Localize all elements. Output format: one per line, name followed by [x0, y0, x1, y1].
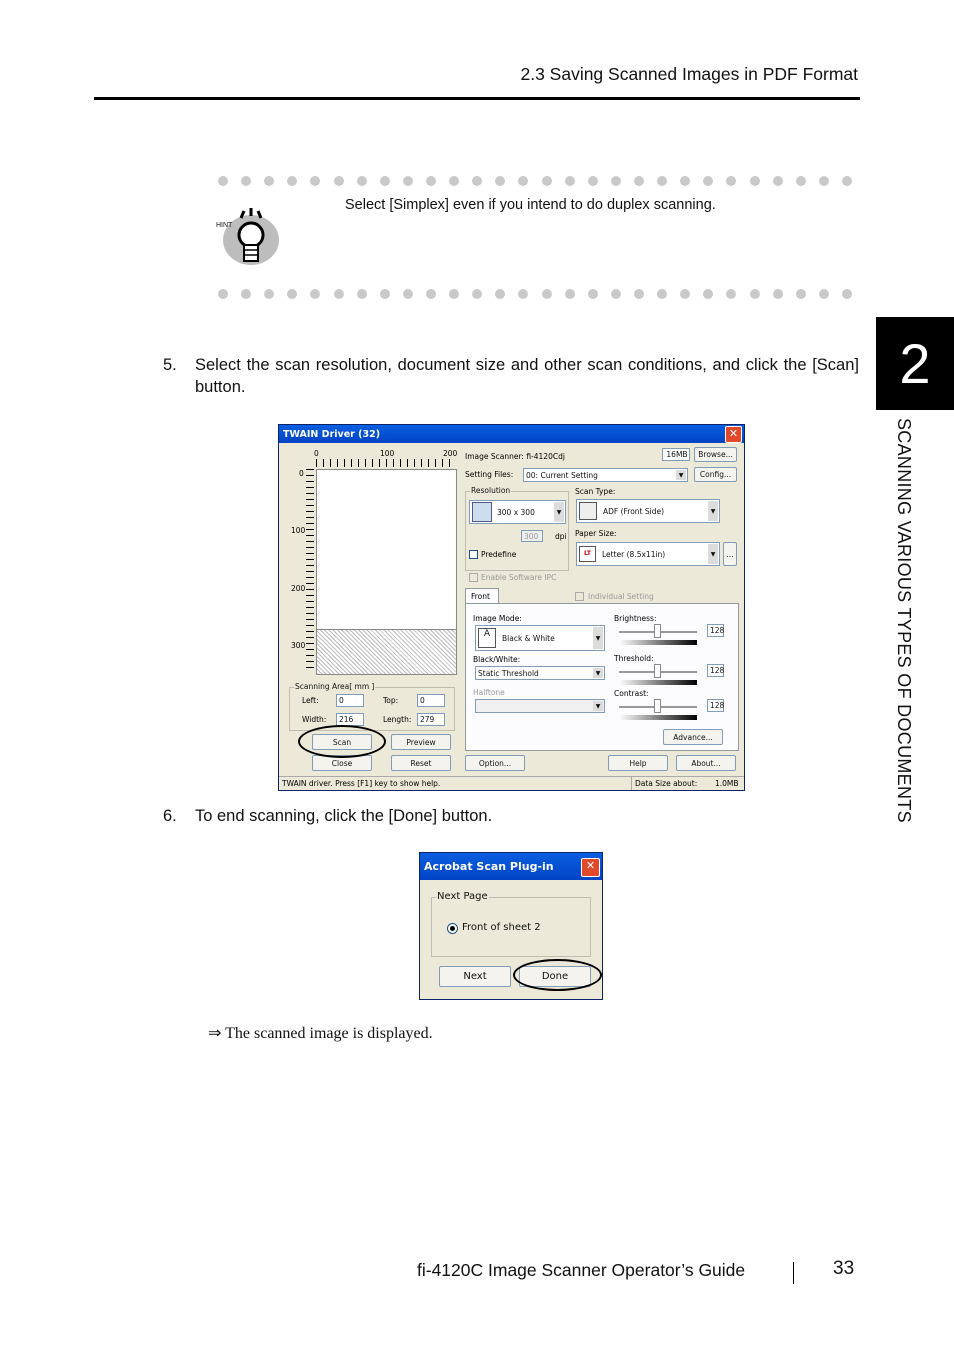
result-text: ⇒ The scanned image is displayed. [208, 1025, 433, 1042]
threshold-label: Threshold: [614, 654, 654, 663]
ruler-label: 100 [380, 449, 395, 458]
scanner-icon [579, 502, 597, 520]
dpi-field: 300 [521, 530, 543, 542]
acrobat-dialog [419, 852, 603, 1000]
paper-more-button[interactable]: ... [723, 542, 737, 566]
bw-label: Black/White: [473, 655, 521, 664]
chevron-down-icon: ▼ [593, 701, 603, 711]
twain-titlebar [279, 425, 744, 443]
setting-files-select[interactable] [523, 468, 688, 482]
width-label: Width: [302, 715, 327, 724]
resolution-group [465, 486, 569, 571]
memory-field: 16MB [662, 448, 690, 461]
enable-ipc-label: Enable Software IPC [481, 573, 557, 582]
ruler-label: 200 [291, 584, 306, 593]
image-mode-label: Image Mode: [473, 614, 522, 623]
slider-thumb[interactable] [654, 699, 661, 713]
chevron-down-icon: ▼ [708, 544, 718, 564]
left-label: Left: [302, 696, 319, 705]
front-sheet-radio[interactable] [447, 923, 458, 934]
section-title: 2.3 Saving Scanned Images in PDF Format [520, 64, 858, 84]
paper-size-value: Letter (8.5x11in) [602, 549, 666, 559]
chevron-down-icon: ▼ [593, 627, 603, 649]
resolution-value: 300 x 300 [497, 507, 535, 517]
enable-ipc-checkbox [469, 573, 478, 582]
chevron-down-icon: ▼ [593, 668, 603, 678]
status-bar [279, 776, 744, 790]
dpi-unit: dpi [555, 532, 567, 541]
status-help: TWAIN driver. Press [F1] key to show help. [282, 779, 441, 788]
twain-title: TWAIN Driver (32) [283, 428, 381, 440]
reset-button[interactable]: Reset [391, 755, 451, 771]
image-scanner-label: Image Scanner: fi-4120Cdj [465, 452, 565, 461]
length-label: Length: [383, 715, 412, 724]
contrast-gradient [619, 715, 697, 720]
preview-panel [286, 449, 456, 671]
preview-button[interactable]: Preview [391, 734, 451, 750]
top-field[interactable]: 0 [417, 694, 445, 707]
config-button[interactable]: Config... [694, 467, 737, 482]
scan-type-select[interactable] [576, 499, 720, 523]
width-field[interactable]: 216 [336, 713, 364, 726]
scanning-area-group [289, 682, 455, 731]
scan-type-label: Scan Type: [575, 487, 616, 496]
step-text: Select the scan resolution, document size and other scan conditions, and click the [Scan] button. [195, 356, 859, 396]
tab-panel [465, 603, 739, 751]
threshold-gradient [619, 680, 697, 685]
close-icon[interactable]: ✕ [581, 858, 600, 877]
status-divider [631, 777, 632, 790]
group-title: Next Page [437, 891, 488, 902]
advance-button[interactable]: Advance... [663, 729, 723, 745]
chapter-tab: 2 [876, 317, 954, 410]
group-title: Scanning Area[ mm ] [295, 682, 375, 691]
guide-title: fi-4120C Image Scanner Operator’s Guide [417, 1260, 746, 1280]
page-number: 33 [833, 1258, 855, 1279]
next-button[interactable]: Next [439, 966, 511, 987]
ruler-label: 0 [299, 469, 304, 478]
step-number: 5. [163, 356, 177, 374]
option-button[interactable]: Option... [465, 755, 525, 771]
resolution-select[interactable] [469, 500, 566, 524]
status-size-value: 1.0MB [715, 779, 739, 788]
group-title: Resolution [471, 486, 511, 495]
ruler-label: 100 [291, 526, 306, 535]
step-5 [163, 354, 859, 398]
setting-files-value: 00: Current Setting [526, 470, 598, 480]
footer-separator [793, 1262, 794, 1284]
brightness-gradient [619, 640, 697, 645]
predefine-checkbox[interactable] [469, 550, 478, 559]
done-button[interactable]: Done [519, 966, 591, 987]
acrobat-title: Acrobat Scan Plug-in [424, 860, 554, 873]
chevron-down-icon: ▼ [676, 470, 686, 480]
brightness-field[interactable]: 128 [707, 624, 724, 637]
hint-icon [214, 207, 284, 269]
tab-label: Front [471, 592, 490, 601]
image-mode-value: Black & White [502, 633, 555, 643]
next-page-group [431, 891, 591, 957]
slider-thumb[interactable] [654, 664, 661, 678]
browse-button[interactable]: Browse... [694, 447, 737, 462]
ruler-label: 0 [314, 449, 319, 458]
bw-value: Static Threshold [478, 668, 539, 678]
help-button[interactable]: Help [608, 755, 668, 771]
hint-top-dots [218, 176, 852, 188]
status-size-label: Data Size about: [635, 779, 698, 788]
step-number: 6. [163, 807, 177, 825]
scan-type-value: ADF (Front Side) [603, 506, 665, 516]
halftone-label: Halftone [473, 688, 505, 697]
about-button[interactable]: About... [676, 755, 736, 771]
close-button[interactable]: Close [312, 755, 372, 771]
paper-size-select[interactable] [576, 542, 720, 566]
contrast-label: Contrast: [614, 689, 649, 698]
scan-highlight-ellipse [298, 725, 386, 758]
chevron-down-icon: ▼ [708, 501, 718, 521]
predefine-label: Predefine [481, 550, 517, 559]
image-mode-icon: A [478, 628, 496, 648]
header-rule [94, 97, 860, 100]
hint-bottom-dots [218, 289, 852, 301]
tab-front[interactable] [465, 588, 499, 604]
individual-setting-checkbox [575, 592, 584, 601]
hint-label: HINT [216, 222, 233, 229]
threshold-field[interactable]: 128 [707, 664, 724, 677]
image-mode-select[interactable] [475, 625, 605, 651]
bw-select[interactable] [475, 666, 605, 680]
resolution-icon [472, 502, 492, 522]
twain-dialog [278, 424, 745, 791]
ruler-label: 200 [443, 449, 458, 458]
left-ruler [306, 469, 314, 669]
chapter-title: SCANNING VARIOUS TYPES OF DOCUMENTS [894, 418, 914, 823]
preview-page[interactable] [316, 469, 457, 653]
letter-icon: LT [579, 546, 596, 562]
ruler-label: 300 [291, 641, 306, 650]
chevron-down-icon: ▼ [554, 502, 564, 522]
individual-setting-label: Individual Setting [588, 592, 654, 601]
length-field[interactable]: 279 [417, 713, 445, 726]
slider-thumb[interactable] [654, 624, 661, 638]
step-6 [163, 805, 859, 827]
top-ruler [316, 459, 456, 467]
done-highlight-ellipse [513, 959, 602, 991]
contrast-field[interactable]: 128 [707, 699, 724, 712]
front-sheet-label: Front of sheet 2 [462, 922, 541, 933]
setting-files-label: Setting Files: [465, 470, 514, 479]
preview-outside-area [316, 629, 457, 675]
close-icon[interactable]: ✕ [725, 426, 742, 443]
paper-size-label: Paper Size: [575, 529, 617, 538]
top-label: Top: [383, 696, 399, 705]
hint-text: Select [Simplex] even if you intend to do duplex scanning. [345, 197, 716, 213]
left-field[interactable]: 0 [336, 694, 364, 707]
acrobat-titlebar [420, 853, 602, 880]
brightness-label: Brightness: [614, 614, 657, 623]
scan-button[interactable]: Scan [312, 734, 372, 750]
halftone-select [475, 699, 605, 713]
step-text: To end scanning, click the [Done] button. [195, 807, 493, 825]
